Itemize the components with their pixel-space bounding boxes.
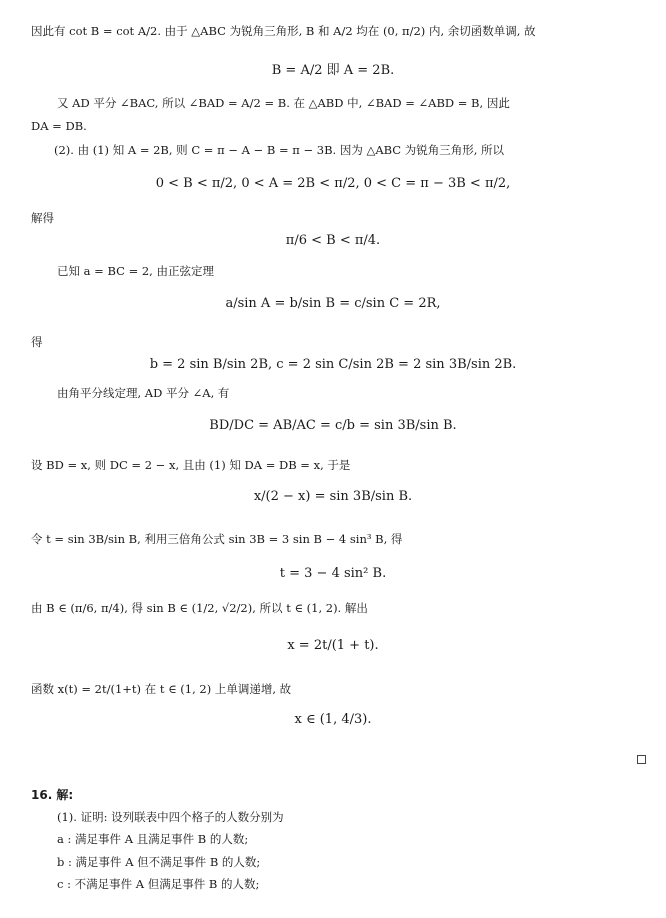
text-line: 由 B ∈ (π/6, π/4), 得 sin B ∈ (1/2, √2/2), 所以 t ∈ (1, 2). 解出 [31,601,368,615]
equation: x ∈ (1, 4/3). [294,712,372,727]
equation: t = 3 − 4 sin² B. [279,566,387,581]
equation: b = 2 sin B/sin 2B, c = 2 sin C/sin 2B = 2 sin 3B/sin 2B. [149,357,517,372]
text-line: 由角平分线定理, AD 平分 ∠A, 有 [57,386,230,400]
qed-square-icon [637,755,646,764]
text-line: 得 [31,335,43,349]
list-item: c : 不满足事件 A 但满足事件 B 的人数; [57,877,260,891]
equation: π/6 < B < π/4. [285,233,381,248]
list-item: b : 满足事件 A 但不满足事件 B 的人数; [57,855,261,869]
text-line: 又 AD 平分 ∠BAC, 所以 ∠BAD = A/2 = B. 在 △ABD 中, ∠BAD = ∠ABD = B, 因此 [57,96,510,110]
text-line: 函数 x(t) = 2t/(1+t) 在 t ∈ (1, 2) 上单调递增, 故 [31,682,292,696]
text-line: DA = DB. [31,119,87,133]
text-line: 已知 a = BC = 2, 由正弦定理 [57,264,214,278]
equation: x/(2 − x) = sin 3B/sin B. [253,489,413,504]
text-line: 因此有 cot B = cot A/2. 由于 △ABC 为锐角三角形, B 和 A/2 均在 (0, π/2) 内, 余切函数单调, 故 [31,24,536,38]
text-line: 令 t = sin 3B/sin B, 利用三倍角公式 sin 3B = 3 sin B − 4 sin³ B, 得 [31,532,403,546]
section-heading: 16. 解: [31,788,74,802]
list-item: a : 满足事件 A 且满足事件 B 的人数; [57,832,249,846]
text-line: (1). 证明: 设列联表中四个格子的人数分别为 [57,810,284,824]
text-line: 解得 [31,211,54,225]
equation: a/sin A = b/sin B = c/sin C = 2R, [225,296,441,311]
text-line: (2). 由 (1) 知 A = 2B, 则 C = π − A − B = π − 3B. 因为 △ABC 为锐角三角形, 所以 [54,143,505,157]
equation: 0 < B < π/2, 0 < A = 2B < π/2, 0 < C = π − 3B < π/2, [155,176,511,191]
equation: B = A/2 即 A = 2B. [271,63,395,78]
equation: BD/DC = AB/AC = c/b = sin 3B/sin B. [209,418,457,433]
text-line: 设 BD = x, 则 DC = 2 − x, 且由 (1) 知 DA = DB = x, 于是 [31,458,351,472]
equation: x = 2t/(1 + t). [287,638,379,653]
